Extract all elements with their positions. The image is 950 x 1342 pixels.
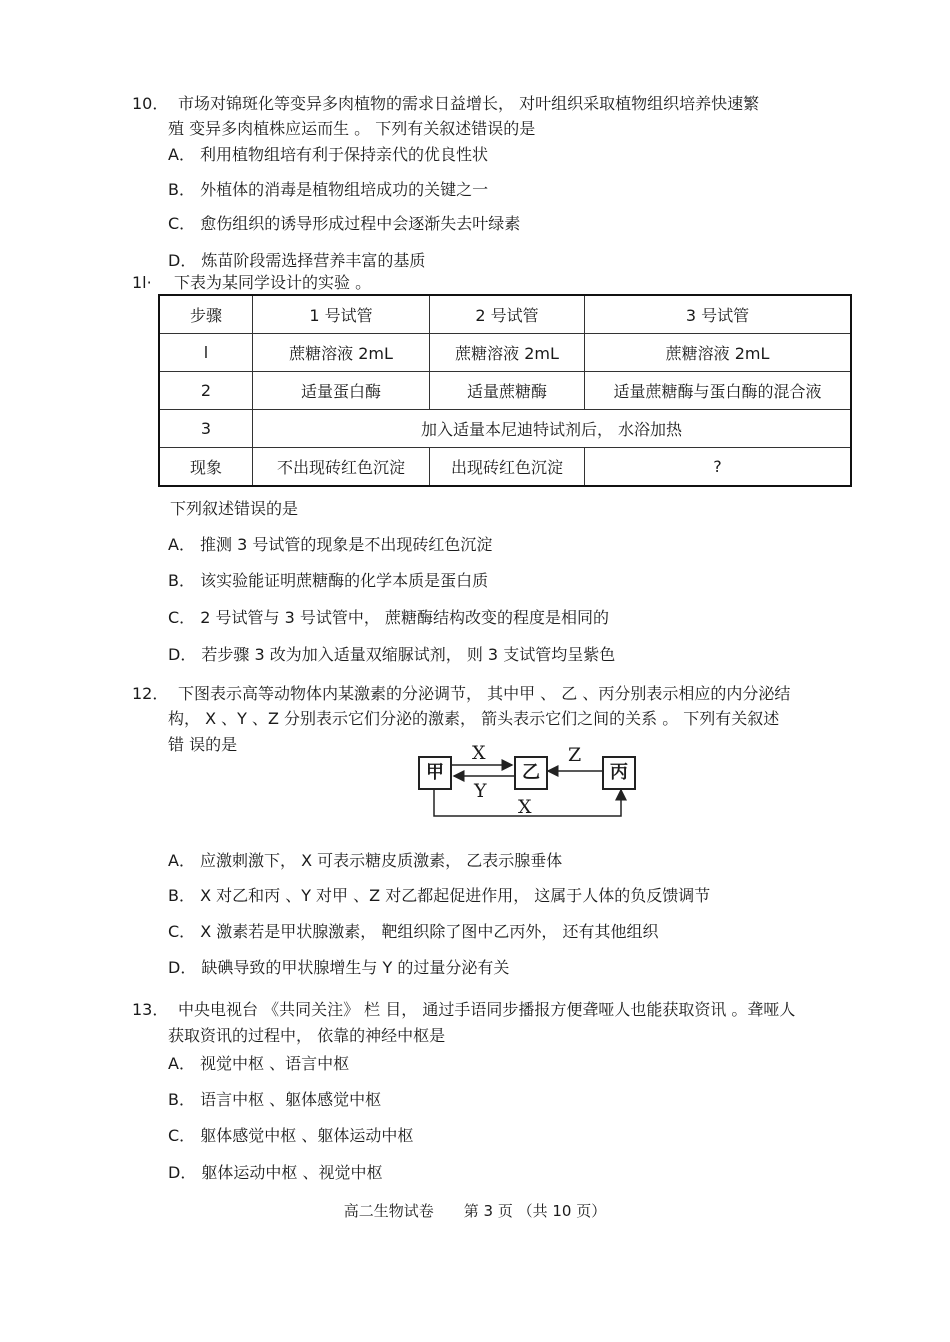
q10-option-b: B． 外植体的消毒是植物组培成功的关键之一 [168, 180, 489, 199]
q13-stem-line1: 中央电视台 《共同关注》 栏 目， 通过手语同步播报方便聋哑人也能获取资讯 。聋哑人 [178, 1000, 796, 1019]
q12-number: 12． [132, 684, 169, 703]
label-x-bottom: X [518, 796, 532, 818]
table-header-tube3: 3 号试管 [585, 295, 852, 334]
q11-option-a: A． 推测 3 号试管的现象是不出现砖红色沉淀 [168, 535, 493, 554]
q12-option-c: C． X 激素若是甲状腺激素， 靶组织除了图中乙丙外， 还有其他组织 [168, 922, 659, 941]
q13-option-b: B． 语言中枢 、躯体感觉中枢 [168, 1090, 382, 1109]
q12-option-b: B． X 对乙和丙 、Y 对甲 、Z 对乙都起促进作用， 这属于人体的负反馈调节 [168, 886, 711, 905]
table-row [159, 372, 851, 410]
node-bing: 丙 [602, 756, 636, 790]
table-cell: 蔗糖溶液 2mL [585, 334, 852, 372]
table-header-tube1: 1 号试管 [253, 295, 430, 334]
table-cell: 2 [159, 372, 253, 410]
q13-option-d: D． 躯体运动中枢 、视觉中枢 [168, 1163, 383, 1182]
table-cell: l [159, 334, 253, 372]
q13-option-a: A． 视觉中枢 、语言中枢 [168, 1054, 350, 1073]
q13-number: 13． [132, 1000, 169, 1019]
label-y: Y [474, 780, 487, 802]
node-jia: 甲 [418, 756, 452, 790]
table-cell: 适量蛋白酶 [253, 372, 430, 410]
table-cell: 3 [159, 410, 253, 448]
q10-stem-line2: 殖 变异多肉植株应运而生 。 下列有关叙述错误的是 [168, 119, 536, 138]
q10-option-a: A． 利用植物组培有利于保持亲代的优良性状 [168, 145, 489, 164]
q10-option-c: C． 愈伤组织的诱导形成过程中会逐渐失去叶绿素 [168, 214, 521, 233]
node-yi: 乙 [514, 756, 548, 790]
table-cell: ? [585, 448, 852, 487]
q13-option-c: C． 躯体感觉中枢 、躯体运动中枢 [168, 1126, 414, 1145]
page-footer: 高二生物试卷 第 3 页 （共 10 页） [343, 1202, 607, 1220]
label-z: Z [568, 744, 582, 766]
q11-stem: 下表为某同学设计的实验 。 [174, 273, 372, 292]
table-header-step: 步骤 [159, 295, 253, 334]
q10-stem-line1: 市场对锦斑化等变异多肉植物的需求日益增长， 对叶组织采取植物组织培养快速繁 [178, 94, 760, 113]
table-cell: 现象 [159, 448, 253, 487]
table-cell: 适量蔗糖酶与蛋白酶的混合液 [585, 372, 852, 410]
q12-stem-line1: 下图表示高等动物体内某激素的分泌调节， 其中甲 、 乙 、丙分别表示相应的内分泌结 [178, 684, 791, 703]
hormone-regulation-diagram [418, 742, 638, 820]
q12-option-d: D． 缺碘导致的甲状腺增生与 Y 的过量分泌有关 [168, 958, 510, 977]
experiment-table [158, 294, 852, 487]
table-cell: 出现砖红色沉淀 [430, 448, 585, 487]
table-row [159, 410, 851, 448]
table-cell: 加入适量本尼迪特试剂后， 水浴加热 [253, 410, 852, 448]
table-header-tube2: 2 号试管 [430, 295, 585, 334]
q10-option-d: D． 炼苗阶段需选择营养丰富的基质 [168, 251, 426, 270]
table-cell: 不出现砖红色沉淀 [253, 448, 430, 487]
table-row [159, 334, 851, 372]
q10-number: 10． [132, 94, 169, 113]
q11-number: 1l· [132, 273, 152, 292]
q11-option-b: B． 该实验能证明蔗糖酶的化学本质是蛋白质 [168, 571, 489, 590]
q11-question: 下列叙述错误的是 [170, 499, 299, 518]
table-cell: 适量蔗糖酶 [430, 372, 585, 410]
q11-option-d: D． 若步骤 3 改为加入适量双缩脲试剂， 则 3 支试管均呈紫色 [168, 645, 616, 664]
q12-option-a: A． 应激刺激下， X 可表示糖皮质激素， 乙表示腺垂体 [168, 851, 563, 870]
table-row [159, 295, 851, 334]
q12-stem-line3: 错 误的是 [168, 735, 238, 754]
label-x-top: X [472, 742, 486, 764]
q11-option-c: C． 2 号试管与 3 号试管中， 蔗糖酶结构改变的程度是相同的 [168, 608, 609, 627]
table-cell: 蔗糖溶液 2mL [430, 334, 585, 372]
table-cell: 蔗糖溶液 2mL [253, 334, 430, 372]
q13-stem-line2: 获取资讯的过程中， 依靠的神经中枢是 [168, 1026, 446, 1045]
table-row [159, 448, 851, 487]
q12-stem-line2: 构， X 、Y 、Z 分别表示它们分泌的激素， 箭头表示它们之间的关系 。 下列有关叙述 [168, 709, 780, 728]
